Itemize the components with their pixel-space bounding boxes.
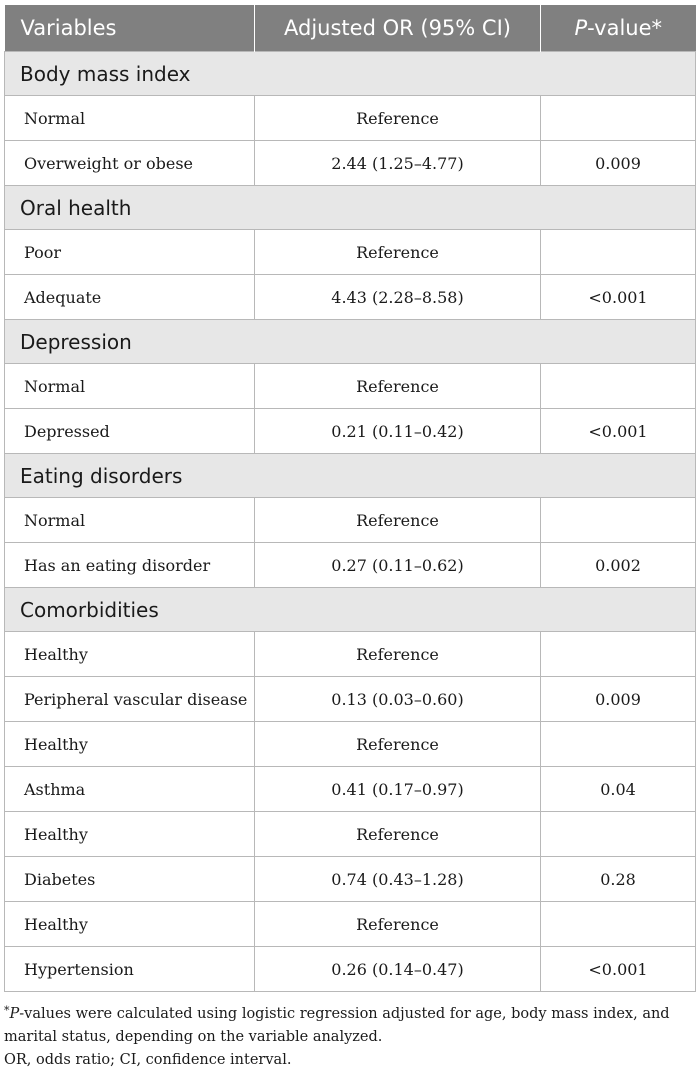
adjusted-or-cell: Reference xyxy=(255,632,541,677)
variable-cell: Has an eating disorder xyxy=(5,543,255,588)
group-row xyxy=(5,320,696,364)
p-value-cell: 0.002 xyxy=(541,543,696,588)
table-row xyxy=(5,632,696,677)
p-value-cell: <0.001 xyxy=(541,409,696,454)
footnote-p-letter: P xyxy=(9,1006,20,1022)
table-footnotes xyxy=(4,999,694,1072)
group-row xyxy=(5,52,696,96)
group-title: Depression xyxy=(5,320,696,364)
p-value-cell: 0.009 xyxy=(541,677,696,722)
variable-cell: Normal xyxy=(5,364,255,409)
table-row xyxy=(5,767,696,812)
variable-cell: Depressed xyxy=(5,409,255,454)
variable-cell: Overweight or obese xyxy=(5,141,255,186)
group-row xyxy=(5,186,696,230)
p-value-cell xyxy=(541,902,696,947)
p-value-cell xyxy=(541,812,696,857)
table-row xyxy=(5,230,696,275)
table-row xyxy=(5,902,696,947)
p-value-cell: <0.001 xyxy=(541,947,696,992)
p-value-cell: 0.28 xyxy=(541,857,696,902)
footnote-p-value xyxy=(4,999,694,1049)
adjusted-or-cell: 0.41 (0.17–0.97) xyxy=(255,767,541,812)
p-value-cell xyxy=(541,364,696,409)
p-value-cell xyxy=(541,96,696,141)
p-value-cell xyxy=(541,498,696,543)
footnote-star: * xyxy=(4,1004,10,1017)
table-row xyxy=(5,722,696,767)
header-row xyxy=(5,5,696,52)
results-table xyxy=(4,5,696,992)
variable-cell: Healthy xyxy=(5,902,255,947)
variable-cell: Healthy xyxy=(5,722,255,767)
variable-cell: Poor xyxy=(5,230,255,275)
adjusted-or-cell: 2.44 (1.25–4.77) xyxy=(255,141,541,186)
variable-cell: Peripheral vascular disease xyxy=(5,677,255,722)
footnote-p-text: -values were calculated using logistic regression adjusted for age, body mass index, and marital status, depending on the variable analyzed. xyxy=(4,1006,670,1045)
header-variables: Variables xyxy=(5,5,255,52)
adjusted-or-cell: 0.13 (0.03–0.60) xyxy=(255,677,541,722)
adjusted-or-cell: Reference xyxy=(255,230,541,275)
variable-cell: Normal xyxy=(5,498,255,543)
table-row xyxy=(5,498,696,543)
group-title: Comorbidities xyxy=(5,588,696,632)
adjusted-or-cell: Reference xyxy=(255,812,541,857)
p-value-cell xyxy=(541,632,696,677)
adjusted-or-cell: Reference xyxy=(255,498,541,543)
header-adjusted-or: Adjusted OR (95% CI) xyxy=(255,5,541,52)
group-title: Oral health xyxy=(5,186,696,230)
footnote-abbreviations: OR, odds ratio; CI, confidence interval. xyxy=(4,1052,292,1068)
group-row xyxy=(5,454,696,498)
table-row xyxy=(5,677,696,722)
table-row xyxy=(5,543,696,588)
p-value-cell: 0.04 xyxy=(541,767,696,812)
p-value-cell xyxy=(541,230,696,275)
adjusted-or-cell: Reference xyxy=(255,722,541,767)
group-row xyxy=(5,588,696,632)
p-value-cell xyxy=(541,722,696,767)
table-header xyxy=(5,5,696,52)
variable-cell: Diabetes xyxy=(5,857,255,902)
variable-cell: Healthy xyxy=(5,632,255,677)
header-p-suffix: -value* xyxy=(587,16,663,40)
adjusted-or-cell: Reference xyxy=(255,902,541,947)
group-title: Body mass index xyxy=(5,52,696,96)
adjusted-or-cell: 0.21 (0.11–0.42) xyxy=(255,409,541,454)
adjusted-or-cell: 0.27 (0.11–0.62) xyxy=(255,543,541,588)
table-row xyxy=(5,141,696,186)
table-row xyxy=(5,409,696,454)
p-value-cell: <0.001 xyxy=(541,275,696,320)
header-p-value xyxy=(541,5,696,52)
adjusted-or-cell: 4.43 (2.28–8.58) xyxy=(255,275,541,320)
adjusted-or-cell: 0.26 (0.14–0.47) xyxy=(255,947,541,992)
table-row xyxy=(5,857,696,902)
group-title: Eating disorders xyxy=(5,454,696,498)
table-row xyxy=(5,947,696,992)
table-row xyxy=(5,364,696,409)
variable-cell: Asthma xyxy=(5,767,255,812)
adjusted-or-cell: Reference xyxy=(255,96,541,141)
variable-cell: Hypertension xyxy=(5,947,255,992)
variable-cell: Adequate xyxy=(5,275,255,320)
adjusted-or-cell: Reference xyxy=(255,364,541,409)
table-row xyxy=(5,812,696,857)
header-p-letter: P xyxy=(574,16,588,40)
table-row xyxy=(5,275,696,320)
variable-cell: Healthy xyxy=(5,812,255,857)
table-body xyxy=(5,52,696,992)
table-row xyxy=(5,96,696,141)
adjusted-or-cell: 0.74 (0.43–1.28) xyxy=(255,857,541,902)
p-value-cell: 0.009 xyxy=(541,141,696,186)
variable-cell: Normal xyxy=(5,96,255,141)
